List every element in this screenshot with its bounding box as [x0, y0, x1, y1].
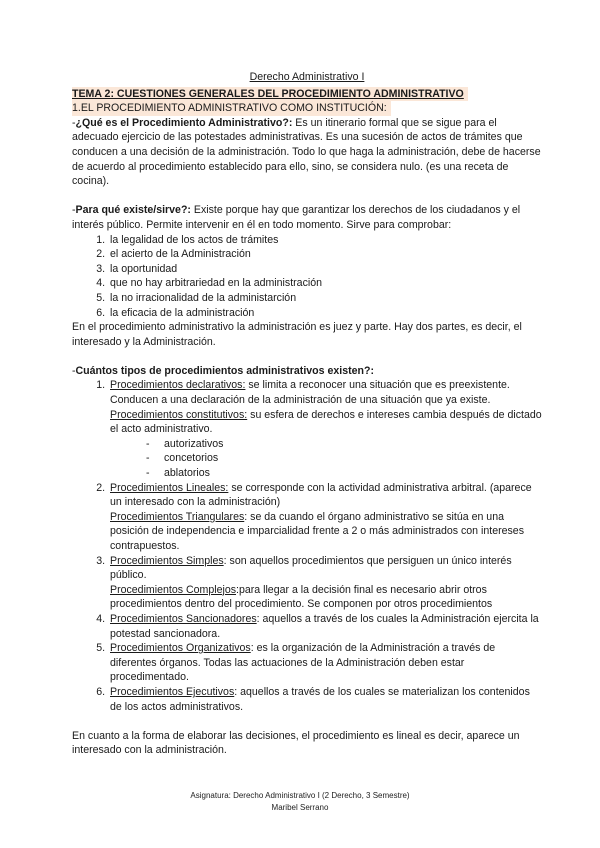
type-text: : son aquellos procedimientos que persiguen un único interés público. — [110, 554, 512, 582]
type-term: Procedimientos Simples — [110, 554, 224, 567]
subtype-item: - concetorios — [164, 451, 542, 466]
purpose-item: 2. el acierto de la Administración — [108, 247, 542, 262]
footer-subject: Asignatura: Derecho Administrativo I (2 Derecho, 3 Semestre) — [190, 791, 410, 800]
q3-prefix: - — [72, 364, 76, 377]
footer-author: Maribel Serrano — [271, 803, 329, 812]
type-term: Procedimientos Complejos — [110, 583, 237, 596]
paragraph-para-que — [72, 203, 542, 232]
types-item — [108, 481, 542, 554]
topic-title: TEMA 2: CUESTIONES GENERALES DEL PROCEDIMIENTO ADMINISTRATIVO — [72, 87, 468, 102]
type-term: Procedimientos Ejecutivos — [110, 685, 235, 698]
q2-text: Existe porque hay que garantizar los derechos de los ciudadanos y el interés público. Permite intervenir en él en todo momento. Sirve para comprobar: — [72, 204, 521, 231]
type-text: : se da cuando el órgano administrativo se sitúa en una posición de independencia e imparcialidad frente a 2 o más administrados con intereses contrapuestos. — [110, 510, 524, 552]
q2-title: Para qué existe/sirve?: — [75, 204, 191, 217]
type-text: :para llegar a la decisión final es necesario abrir otros procedimientos dentro del procedimiento. Se componen por otros procedimientos — [110, 583, 493, 611]
paragraph-closing: En cuanto a la forma de elaborar las decisiones, el procedimiento es lineal es decir, aparece un interesado con la administración. — [72, 729, 520, 757]
types-list — [72, 378, 542, 714]
q3-title: Cuántos tipos de procedimientos administrativos existen?: — [75, 364, 374, 377]
type-text: : aquellos a través de los cuales se materializan los contenidos de los actos administrativos. — [110, 685, 530, 713]
q2-prefix: - — [72, 204, 76, 217]
type-term: Procedimientos declarativos: — [110, 379, 246, 392]
types-item — [108, 641, 542, 685]
types-item — [108, 378, 542, 480]
paragraph-que-es — [72, 116, 542, 189]
q1-title: ¿Qué es el Procedimiento Administrativo?: — [75, 116, 293, 129]
type-term: Procedimientos Sancionadores — [110, 612, 257, 625]
purpose-item: 3. la oportunidad — [108, 262, 542, 277]
type-term: Procedimientos constitutivos: — [110, 408, 248, 421]
course-title: Derecho Administrativo I — [249, 71, 365, 83]
type-term: Procedimientos Triangulares — [110, 510, 245, 523]
paragraph-tipos — [72, 364, 542, 379]
type-text: su esfera de derechos e intereses cambia después de dictado el acto administrativo. — [110, 408, 542, 436]
purpose-list — [72, 233, 542, 321]
type-text: : aquellos a través de los cuales la Administración ejercita la potestad sancionadora. — [110, 612, 539, 640]
section-title: 1.EL PROCEDIMIENTO ADMINISTRATIVO COMO INSTITUCIÓN: — [72, 101, 391, 116]
type-term: Procedimientos Lineales: — [110, 481, 229, 494]
purpose-item: 5. la no irracionalidad de la administarción — [108, 291, 542, 306]
types-item — [108, 685, 542, 714]
subtype-item: - autorizativos — [164, 437, 542, 452]
type-text: se limita a reconocer una situación que es preexistente. Conducen a una declaración de la administración de una situación que ya existe. — [110, 379, 510, 407]
purpose-item: 1. la legalidad de los actos de trámites — [108, 233, 542, 248]
types-item — [108, 554, 542, 612]
paragraph-juez-y-parte: En el procedimiento administrativo la administración es juez y parte. Hay dos partes, es decir, el interesado y la Administración. — [72, 321, 522, 348]
subtype-item: - ablatorios — [164, 466, 542, 481]
type-text: se corresponde con la actividad administrativa arbitral. (aparece un interesado con la administración) — [110, 481, 532, 509]
purpose-item: 4. que no hay arbitrariedad en la administración — [108, 276, 542, 291]
page-footer — [0, 790, 600, 814]
types-item — [108, 612, 542, 641]
type-term: Procedimientos Organizativos — [110, 642, 251, 655]
type-text: : es la organización de la Administración a través de diferentes órganos. Todas las actuaciones de la Administración deben estar procedimentado. — [110, 642, 496, 684]
purpose-item: 6. la eficacia de la administración — [108, 306, 542, 321]
q1-text: Es un itinerario formal que se sigue para el adecuado ejercicio de las potestades administrativas. Es una sucesión de actos de trámites que conducen a una decisión de la administración. Todo lo que haga la administración, debe de hacerse de acuerdo al procedimiento establecido para ello, sino, se considera nulo. (es una receta de cocina). — [72, 116, 541, 188]
subtypes-list — [110, 437, 542, 481]
q1-prefix: - — [72, 116, 76, 129]
